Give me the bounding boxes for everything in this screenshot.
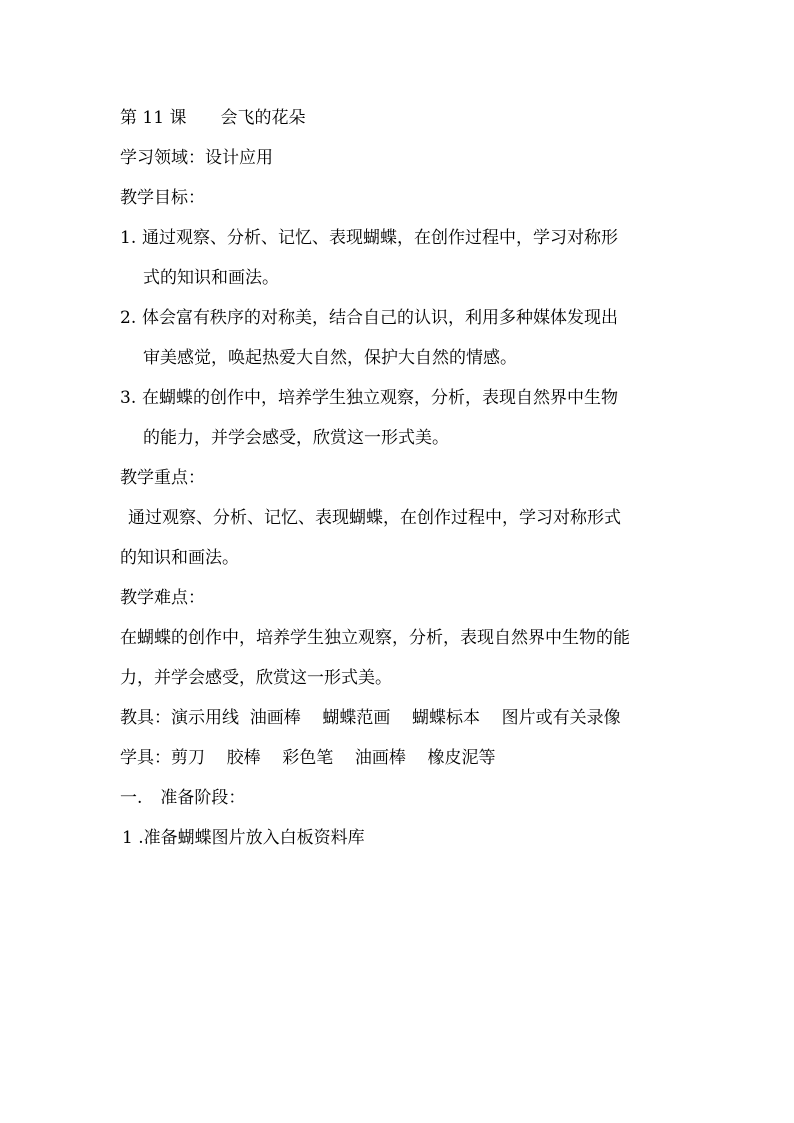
key-points-heading: 教学重点：	[120, 468, 205, 488]
prep-item-1: 1 .准备蝴蝶图片放入白板资料库	[122, 828, 365, 848]
key-points-text-line: 通过观察、分析、记忆、表现蝴蝶，在创作过程中，学习对称形式	[128, 508, 621, 528]
objective-number: 1.	[120, 228, 137, 248]
objective-number: 3.	[120, 388, 137, 408]
lesson-title	[120, 98, 680, 138]
lesson-number: 第 11 课	[120, 108, 187, 128]
objective-text-line: 体会富有秩序的对称美，结合自己的认识，利用多种媒体发现出	[142, 308, 618, 328]
objective-text-line: 在蝴蝶的创作中，培养学生独立观察，分析，表现自然界中生物	[142, 388, 618, 408]
objective-item-3	[120, 378, 680, 458]
document-page	[120, 98, 680, 858]
teacher-tools: 教具：演示用线 油画棒 蝴蝶范画 蝴蝶标本 图片或有关录像	[120, 708, 621, 728]
objectives-list	[120, 218, 680, 458]
student-tools: 学具：剪刀 胶棒 彩色笔 油画棒 橡皮泥等	[120, 748, 496, 768]
stage-label: 准备阶段：	[160, 788, 246, 808]
stage-number: 一.	[120, 788, 143, 808]
objective-text-line: 通过观察、分析、记忆、表现蝴蝶，在创作过程中，学习对称形	[142, 228, 618, 248]
lesson-name: 会飞的花朵	[220, 108, 306, 128]
objective-text-line: 的能力，并学会感受，欣赏这一形式美。	[143, 428, 449, 448]
objective-text-line: 式的知识和画法。	[143, 268, 279, 288]
objective-text-line: 审美感觉，唤起热爱大自然，保护大自然的情感。	[143, 348, 517, 368]
objective-item-2	[120, 298, 680, 378]
objectives-heading: 教学目标：	[120, 188, 205, 208]
learning-domain: 学习领域：设计应用	[120, 148, 273, 168]
difficulties-text-line: 在蝴蝶的创作中，培养学生独立观察，分析，表现自然界中生物的能	[120, 628, 630, 648]
difficulties-heading: 教学难点：	[120, 588, 205, 608]
difficulties-text-line: 力，并学会感受，欣赏这一形式美。	[120, 668, 392, 688]
stage-heading	[120, 778, 680, 818]
objective-number: 2.	[120, 308, 137, 328]
key-points-text-line: 的知识和画法。	[120, 548, 239, 568]
objective-item-1	[120, 218, 680, 298]
